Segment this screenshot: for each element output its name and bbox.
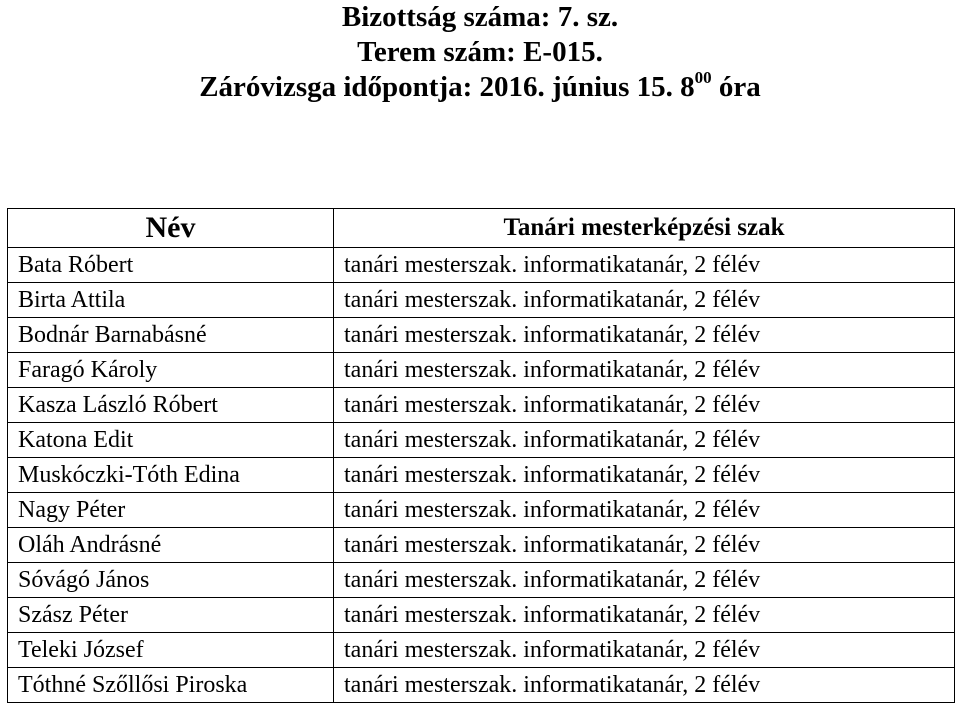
exam-time-minutes: 00 <box>694 68 712 87</box>
student-name: Katona Edit <box>8 423 334 458</box>
student-name: Szász Péter <box>8 598 334 633</box>
table-row <box>8 458 955 493</box>
exam-time-prefix: Záróvizsga időpontja: 2016. június 15. 8 <box>199 71 695 103</box>
student-course: tanári mesterszak. informatikatanár, 2 félév <box>334 458 955 493</box>
table-body <box>8 248 955 703</box>
student-name: Muskóczki-Tóth Edina <box>8 458 334 493</box>
table-row <box>8 633 955 668</box>
table-row <box>8 388 955 423</box>
room-number: Terem szám: E-015. <box>357 36 603 68</box>
exam-time <box>0 70 960 105</box>
student-course: tanári mesterszak. informatikatanár, 2 félév <box>334 388 955 423</box>
document-header <box>0 0 960 105</box>
student-name: Bodnár Barnabásné <box>8 318 334 353</box>
student-course: tanári mesterszak. informatikatanár, 2 félév <box>334 528 955 563</box>
student-table <box>7 208 955 703</box>
table-row <box>8 248 955 283</box>
table-header-row <box>8 209 955 248</box>
student-course: tanári mesterszak. informatikatanár, 2 félév <box>334 318 955 353</box>
table-row <box>8 563 955 598</box>
committee-number: Bizottság száma: 7. sz. <box>341 1 619 33</box>
table-row <box>8 528 955 563</box>
student-course: tanári mesterszak. informatikatanár, 2 félév <box>334 283 955 318</box>
student-course: tanári mesterszak. informatikatanár, 2 félév <box>334 668 955 703</box>
student-name: Nagy Péter <box>8 493 334 528</box>
table-row <box>8 353 955 388</box>
student-name: Sóvágó János <box>8 563 334 598</box>
student-name: Faragó Károly <box>8 353 334 388</box>
student-name: Bata Róbert <box>8 248 334 283</box>
table-row <box>8 423 955 458</box>
student-course: tanári mesterszak. informatikatanár, 2 félév <box>334 563 955 598</box>
student-name: Oláh Andrásné <box>8 528 334 563</box>
student-name: Kasza László Róbert <box>8 388 334 423</box>
student-name: Teleki József <box>8 633 334 668</box>
table-row <box>8 283 955 318</box>
table-row <box>8 318 955 353</box>
column-header-name: Név <box>8 209 334 248</box>
student-course: tanári mesterszak. informatikatanár, 2 félév <box>334 598 955 633</box>
table-row <box>8 668 955 703</box>
student-course: tanári mesterszak. informatikatanár, 2 félév <box>334 633 955 668</box>
student-course: tanári mesterszak. informatikatanár, 2 félév <box>334 423 955 458</box>
exam-time-suffix: óra <box>711 71 761 103</box>
student-course: tanári mesterszak. informatikatanár, 2 félév <box>334 248 955 283</box>
student-course: tanári mesterszak. informatikatanár, 2 félév <box>334 493 955 528</box>
student-name: Birta Attila <box>8 283 334 318</box>
column-header-course: Tanári mesterképzési szak <box>334 209 955 248</box>
table-row <box>8 493 955 528</box>
student-name: Tóthné Szőllősi Piroska <box>8 668 334 703</box>
student-course: tanári mesterszak. informatikatanár, 2 félév <box>334 353 955 388</box>
table-row <box>8 598 955 633</box>
